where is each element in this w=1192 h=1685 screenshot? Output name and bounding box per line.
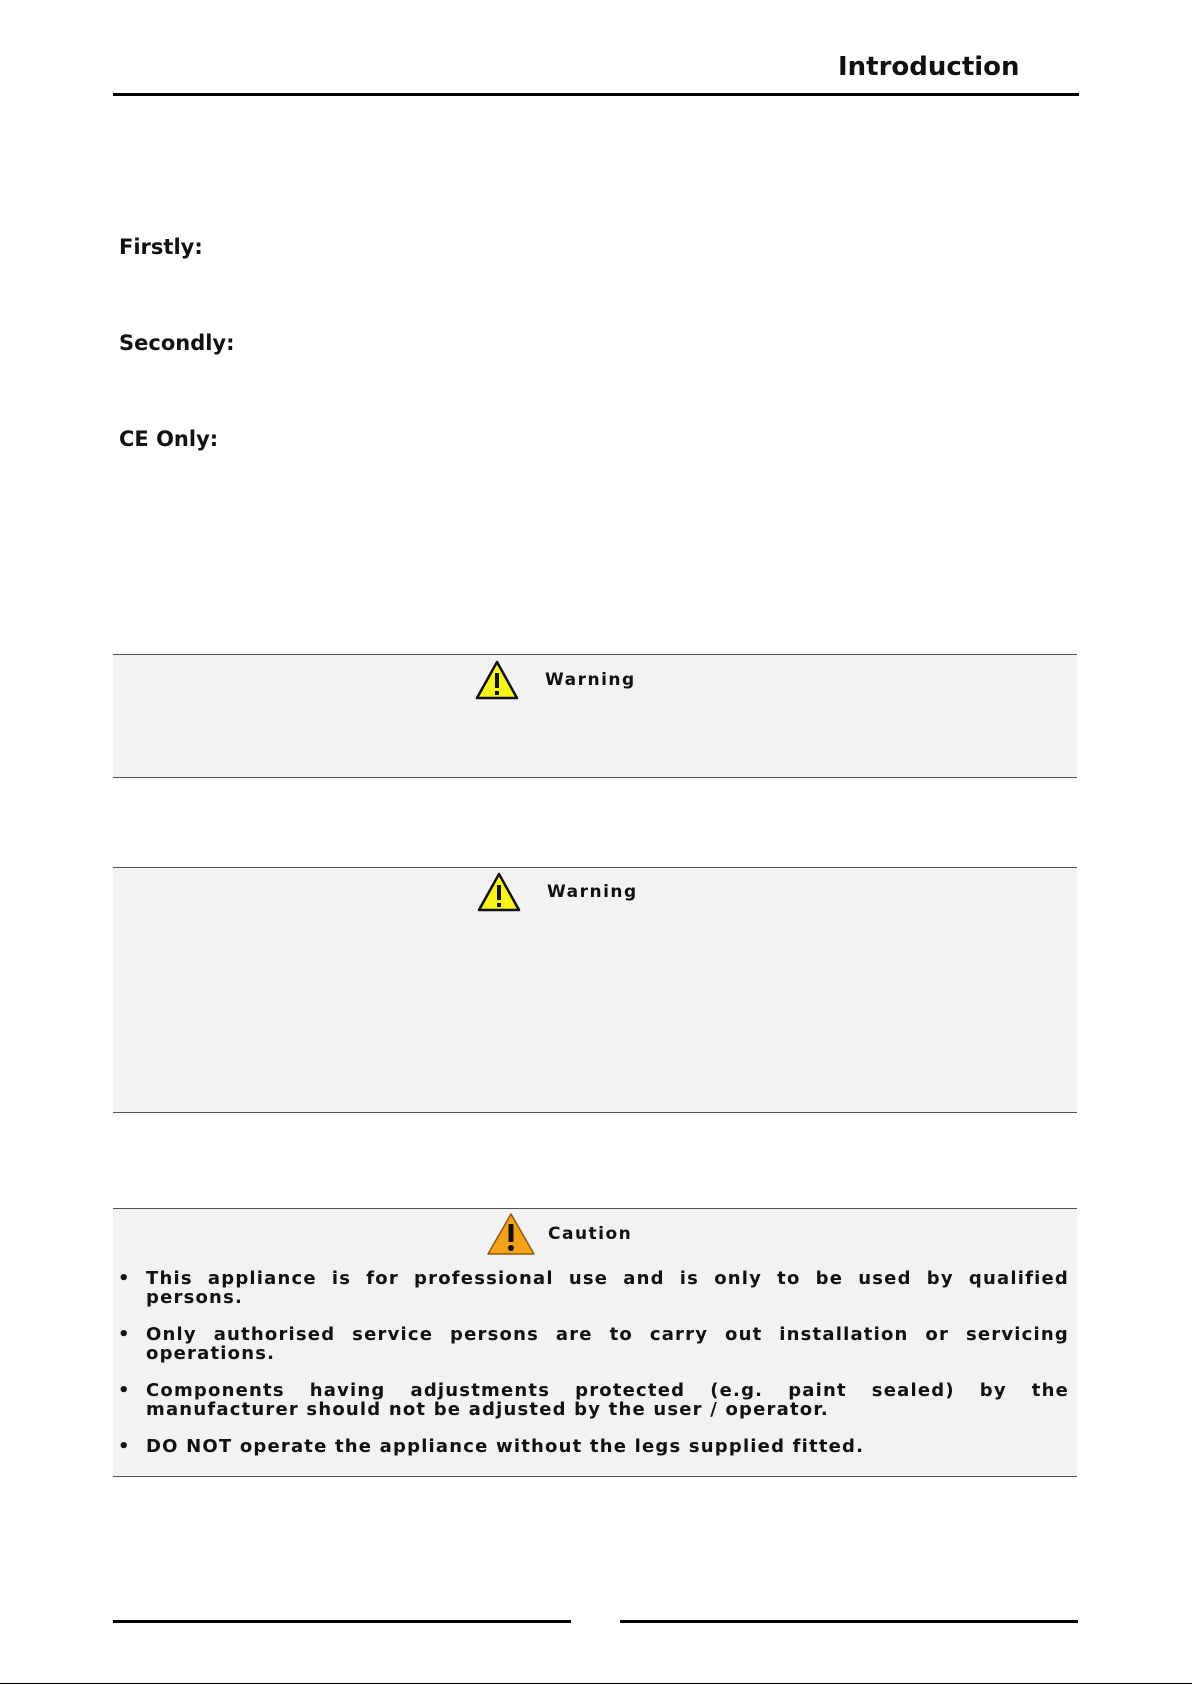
label-secondly: Secondly:: [119, 331, 235, 355]
label-ce-only: CE Only:: [119, 427, 219, 451]
footer-rule-left: [113, 1620, 571, 1623]
warning-title: Warning: [547, 882, 638, 902]
caution-box: [113, 1208, 1077, 1477]
caution-title: Caution: [548, 1224, 633, 1244]
caution-list: [113, 1269, 1069, 1474]
bullet: •: [118, 1268, 131, 1289]
header-rule: [113, 93, 1079, 96]
caution-item-text: This appliance is for professional use and is only to be used by qualified persons.: [146, 1268, 1069, 1308]
bullet: •: [118, 1380, 131, 1401]
caution-item-text: Only authorised service persons are to carry out installation or servicing operations.: [146, 1324, 1069, 1364]
warning-title: Warning: [545, 670, 636, 690]
list-item: [113, 1437, 1069, 1456]
list-item: [113, 1325, 1069, 1363]
warning-box-2-head: [477, 872, 638, 912]
list-item: [113, 1381, 1069, 1419]
warning-icon: [475, 660, 519, 700]
warning-icon: [477, 872, 521, 912]
page-bottom-rule: [0, 1683, 1192, 1684]
caution-item-text: DO NOT operate the appliance without the legs supplied fitted.: [146, 1436, 865, 1457]
footer-rule-right: [620, 1620, 1078, 1623]
caution-box-head: [486, 1212, 632, 1256]
label-firstly: Firstly:: [119, 235, 203, 259]
list-item: [113, 1269, 1069, 1307]
caution-item-text: Components having adjustments protected (e.g. paint sealed) by the manufacturer should not be adjusted by the user / operator.: [146, 1380, 1069, 1420]
bullet: •: [118, 1324, 131, 1345]
warning-box-2: [113, 867, 1077, 1113]
page-section-title: Introduction: [838, 52, 1020, 82]
warning-box-1: [113, 654, 1077, 778]
warning-box-1-head: [475, 660, 636, 700]
caution-icon: [486, 1212, 536, 1256]
bullet: •: [118, 1436, 131, 1457]
